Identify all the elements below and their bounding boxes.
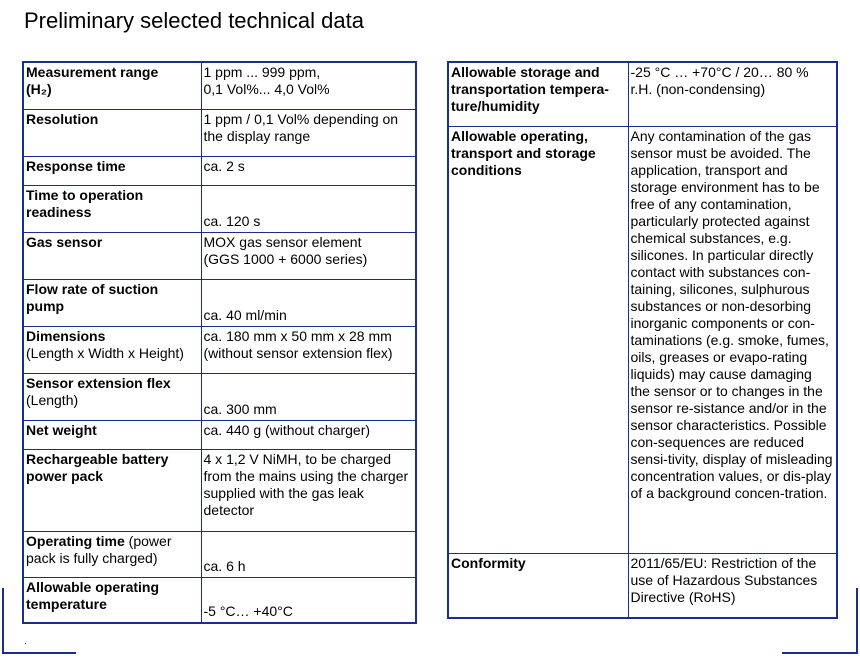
spec-label: Allowable storage and transportation tempera-ture/humidity [451, 64, 609, 114]
spec-value-cell: -25 °C … +70°C / 20… 80 % r.H. (non-condensing) [628, 62, 837, 126]
spec-label: Rechargeable battery power pack [26, 450, 169, 484]
spec-value-cell: ca. 300 mm [201, 373, 416, 420]
spec-value-cell: ca. 120 s [201, 185, 416, 232]
corner-bracket-left-vertical [2, 588, 4, 654]
page-title: Preliminary selected technical data [24, 8, 364, 33]
spec-value-cell: 1 ppm / 0,1 Vol% depending on the display range [201, 109, 416, 156]
spec-label-note: (Length x Width x Height) [26, 344, 184, 361]
spec-label-cell [23, 577, 201, 623]
table-row [448, 126, 837, 553]
spec-value-cell: Any contamination of the gas sensor must be avoided. The application, transport and storage environment has to be free of any contamination, particularly protected against chemical substances, e.g. silicones. In particular directly contact with substances con-taining, silicones, sulphurous substances or non-desorbing inorganic components or con-taminations (e.g. smoke, fumes, oils, greases or evapo-rating liquids) may cause damaging the sensor or to changes in the sensor re-sistance and/or in the sensor characteristics. Possible con-sequences are reduced sensi-tivity, display of misleading concentration values, or dis-play of a background concen-tration. [628, 126, 837, 553]
spec-label: Dimensions [26, 327, 106, 344]
table-row [23, 156, 416, 185]
spec-value-cell: -5 °C… +40°C [201, 577, 416, 623]
spec-label-cell [23, 156, 201, 185]
spec-label-cell [23, 279, 201, 326]
spec-label: Allowable operating temperature [26, 578, 160, 612]
table-row [448, 553, 837, 618]
spec-label-note: (H₂) [26, 81, 52, 97]
corner-bracket-right-vertical [856, 588, 858, 654]
spec-label-cell [23, 62, 201, 109]
table-row [23, 531, 416, 577]
table-row [23, 232, 416, 279]
spec-label-cell [23, 326, 201, 373]
spec-label: Gas sensor [26, 233, 103, 250]
spec-label-note: (power pack is fully charged) [26, 532, 172, 566]
spec-value-cell: 2011/65/EU: Restriction of the use of Hazardous Substances Directive (RoHS) [628, 553, 837, 618]
spec-label: Allowable operating, transport and storage conditions [451, 127, 596, 178]
spec-value-cell: ca. 2 s [201, 156, 416, 185]
spec-label: Response time [26, 157, 126, 174]
spec-value-cell: ca. 180 mm x 50 mm x 28 mm (without sensor extension flex) [201, 326, 416, 373]
spec-label: Measurement range [26, 64, 159, 80]
spec-label: Sensor extension flex [26, 374, 171, 391]
spec-label: Conformity [451, 554, 526, 571]
spec-label: Resolution [26, 110, 99, 127]
spec-label-cell [23, 185, 201, 232]
spec-label: Flow rate of suction pump [26, 280, 159, 314]
spec-value-cell: ca. 40 ml/min [201, 279, 416, 326]
spec-label-cell [23, 420, 201, 449]
spec-label-cell [23, 232, 201, 279]
spec-value-cell: 1 ppm ... 999 ppm, 0,1 Vol%... 4,0 Vol% [201, 62, 416, 109]
left-spec-table [22, 61, 417, 624]
spec-label-cell [23, 449, 201, 531]
spec-label-cell [23, 531, 201, 577]
spec-label: Operating time [26, 532, 125, 549]
table-row [23, 373, 416, 420]
spec-label-cell [448, 62, 628, 126]
spec-value-cell: ca. 440 g (without charger) [201, 420, 416, 449]
footer-mark: . [24, 636, 27, 647]
spec-value-cell: MOX gas sensor element (GGS 1000 + 6000 series) [201, 232, 416, 279]
table-row [23, 279, 416, 326]
spec-label-cell [448, 126, 628, 553]
spec-value-cell: ca. 6 h [201, 531, 416, 577]
spec-value-cell: 4 x 1,2 V NiMH, to be charged from the mains using the charger supplied with the gas leak detector [201, 449, 416, 531]
table-row [23, 62, 416, 109]
table-row [448, 62, 837, 126]
spec-label-cell [448, 553, 628, 618]
right-spec-table [447, 61, 838, 619]
table-row [23, 185, 416, 232]
spec-label-note: (Length) [26, 391, 79, 408]
spec-label: Time to operation readiness [26, 186, 144, 220]
spec-label-cell [23, 373, 201, 420]
table-row [23, 420, 416, 449]
corner-bracket-right-horizontal [782, 652, 858, 654]
table-row [23, 449, 416, 531]
table-row [23, 326, 416, 373]
corner-bracket-left-horizontal [2, 652, 76, 654]
spec-label-cell [23, 109, 201, 156]
table-row [23, 109, 416, 156]
table-row [23, 577, 416, 623]
spec-label: Net weight [26, 421, 97, 438]
